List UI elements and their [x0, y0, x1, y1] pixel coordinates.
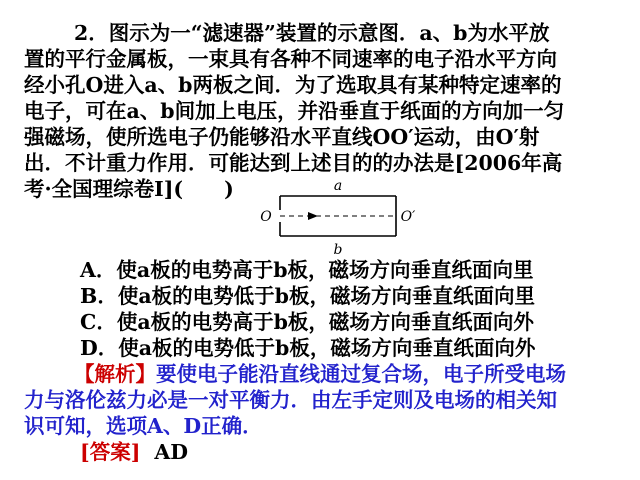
arrow-right-icon	[308, 212, 318, 220]
question-line-7: 考·全国理综卷Ⅰ]( )	[24, 177, 234, 201]
analysis-line-3: 识可知，选项A、D正确．	[24, 414, 263, 438]
question-line-2: 置的平行金属板，一束具有各种不同速率的电子沿水平方向	[24, 47, 557, 71]
option-b: B．使a板的电势低于b板，磁场方向垂直纸面向里	[80, 284, 535, 308]
answer-value: AD	[154, 440, 189, 464]
answer-line	[80, 439, 188, 465]
analysis-line-2: 力与洛伦兹力必是一对平衡力．由左手定则及电场的相关知	[24, 388, 557, 412]
question-line-4: 电子，可在a、b间加上电压，并沿垂直于纸面的方向加一匀	[24, 99, 565, 123]
analysis-text-1: 要使电子能沿直线通过复合场，电子所受电场	[156, 362, 566, 386]
entry-label: O	[260, 209, 272, 225]
plate-b-label: b	[333, 242, 343, 258]
option-d: D．使a板的电势低于b板，磁场方向垂直纸面向外	[80, 336, 536, 360]
question-line-5: 强磁场，使所选电子仍能够沿水平直线OO′运动，由O′射	[24, 125, 540, 149]
plate-a-label: a	[333, 178, 343, 194]
exit-label: O′	[400, 209, 416, 225]
analysis-line-1	[74, 361, 566, 387]
option-a: A．使a板的电势高于b板，磁场方向垂直纸面向里	[80, 258, 534, 282]
filter-diagram	[258, 178, 418, 258]
analysis-tag: 【解析】	[74, 362, 156, 386]
answer-tag: [答案]	[80, 440, 141, 464]
question-line-1: 2．图示为一“滤速器”装置的示意图．a、b为水平放	[74, 21, 550, 45]
option-c: C．使a板的电势高于b板，磁场方向垂直纸面向外	[80, 310, 534, 334]
question-line-6: 出．不计重力作用．可能达到上述目的的办法是[2006年高	[24, 151, 563, 175]
question-line-3: 经小孔O进入a、b两板之间．为了选取具有某种特定速率的	[24, 73, 562, 97]
